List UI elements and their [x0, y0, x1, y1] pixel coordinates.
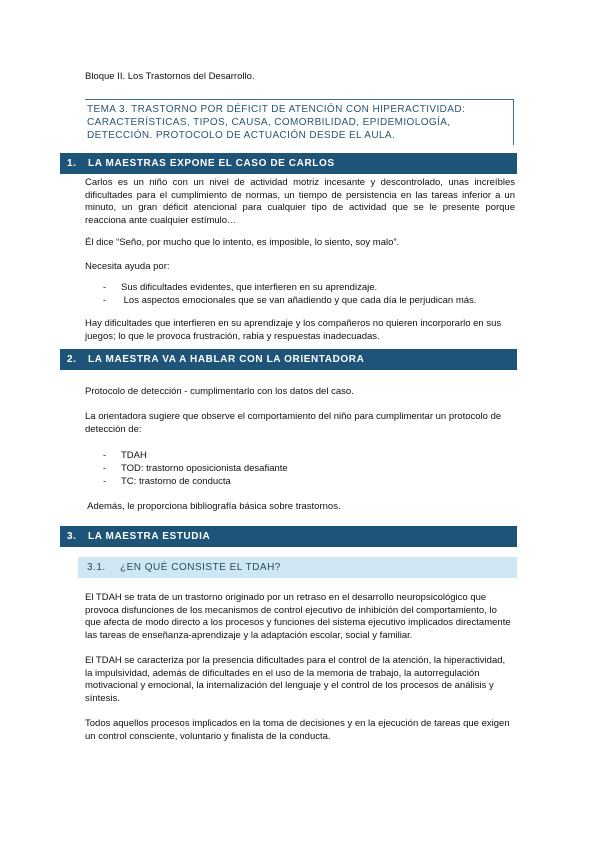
section-1-title: LA MAESTRAS EXPONE EL CASO DE CARLOS: [88, 158, 335, 169]
section-2-bullet-1: TDAH: [121, 450, 147, 461]
section-1-paragraph-1: Carlos es un niño con un nivel de actividad motriz incesante y descontrolado, unas increíbles dificultades para el cumplimiento de normas, un tiempo de persistencia en las tareas inferior a un minuto, un gran déficit atencional para cualquier tipo de actividad que se le presente porque reacciona ante cualquier estímulo…: [85, 177, 515, 226]
bullet-dash: -: [103, 282, 107, 293]
subsection-3-1-title: ¿EN QUÉ CONSISTE EL TDAH?: [120, 562, 281, 573]
section-1-paragraph-3: Necesita ayuda por:: [85, 261, 170, 272]
section-3-paragraph-1: El TDAH se trata de un trastorno originado por un retraso en el desarrollo neuropsicológico que provoca disfunciones de los mecanismos de control ejecutivo de inhibición del comportamiento, lo que afecta de modo directo a los procesos y funciones del sistema ejecutivo implicados directamente las tareas de enseñanza-aprendizaje y la adaptación escolar, social y familiar.: [85, 592, 511, 641]
section-3-paragraph-3: Todos aquellos procesos implicados en la toma de decisiones y en la ejecución de tareas que exigen un control consciente, voluntario y finalista de la conducta.: [85, 718, 510, 742]
section-2-paragraph-2: La orientadora sugiere que observe el comportamiento del niño para cumplimentar un protocolo de detección de:: [85, 411, 502, 435]
section-1-number: 1.: [67, 158, 77, 169]
bullet-dash: -: [103, 476, 107, 487]
section-2-title: LA MAESTRA VA A HABLAR CON LA ORIENTADORA: [88, 354, 365, 365]
section-1-paragraph-2: Él dice “Seño, por mucho que lo intento, es imposible, lo siento, soy malo”.: [85, 237, 400, 248]
section-3-paragraph-2: El TDAH se caracteriza por la presencia dificultades para el control de la atención, la hiperactividad, la impulsividad, además de dificultades en el uso de la memoria de trabajo, la autorregulación motivacional y emocional, la internalización del lenguaje y el control de los procesos de análisis y síntesis.: [85, 655, 506, 704]
section-3-number: 3.: [67, 531, 77, 542]
topic-title: TEMA 3. TRASTORNO POR DÉFICIT DE ATENCIÓN CON HIPERACTIVIDAD: CARACTERÍSTICAS, TIPOS, CAUSA, COMORBILIDAD, EPIDEMIOLOGÍA, DETECCIÓN. PROTOCOLO DE ACTUACIÓN DESDE EL AULA.: [87, 104, 466, 141]
bullet-dash: -: [103, 450, 107, 461]
subsection-3-1-number: 3.1.: [87, 562, 106, 573]
section-1-paragraph-4: Hay dificultades que interfieren en su aprendizaje y los compañeros no quieren incorporarlo en sus juegos; lo que le provoca frustración, rabia y respuestas inadecuadas.: [85, 318, 502, 342]
section-1-bullet-1: Sus dificultades evidentes, que interfieren en su aprendizaje.: [121, 282, 378, 293]
section-1-bullet-2: Los aspectos emocionales que se van añadiendo y que cada día le perjudican más.: [121, 295, 477, 306]
bullet-dash: -: [103, 295, 107, 306]
section-2-paragraph-1: Protocolo de detección - cumplimentarlo con los datos del caso.: [85, 386, 354, 397]
bullet-dash: -: [103, 463, 107, 474]
section-2-number: 2.: [67, 354, 77, 365]
section-3-title: LA MAESTRA ESTUDIA: [88, 531, 211, 542]
section-2-header: [60, 349, 517, 370]
section-2-paragraph-3: Además, le proporciona bibliografía básica sobre trastornos.: [85, 501, 341, 512]
section-3-header: [60, 526, 517, 547]
section-1-header: [60, 153, 517, 174]
page-header: Bloque II. Los Trastornos del Desarrollo.: [85, 71, 255, 82]
subsection-3-1-header: [78, 557, 517, 578]
section-2-bullet-3: TC: trastorno de conducta: [121, 476, 231, 487]
section-2-bullet-2: TOD: trastorno oposicionista desafiante: [121, 463, 288, 474]
